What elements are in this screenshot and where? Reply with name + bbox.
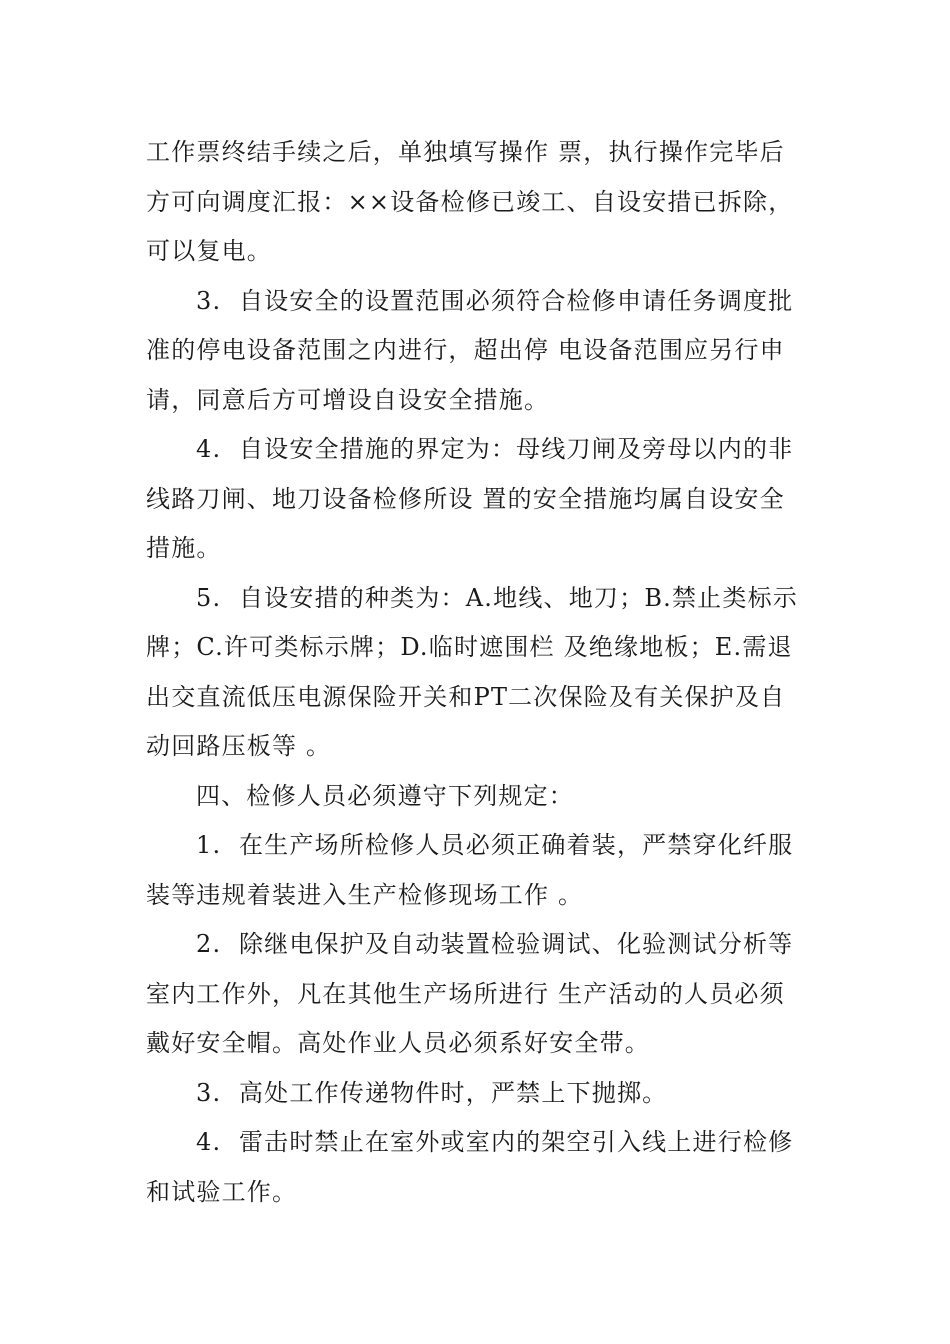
text-line: 请，同意后方可增设自设安全措施。 [146, 386, 550, 414]
section-heading: 四、检修人员必须遵守下列规定： [196, 782, 574, 810]
text-line: 出交直流低压电源保险开关和PT二次保险及有关保护及自 [146, 683, 786, 711]
text-line: 装等违规着装进入生产检修现场工作 。 [146, 881, 584, 909]
text-line: 3. 自设安全的设置范围必须符合检修申请任务调度批 [196, 287, 794, 315]
text-line: 和试验工作。 [146, 1178, 298, 1206]
text-line: 线路刀闸、地刀设备检修所设 置的安全措施均属自设安全 [146, 485, 785, 513]
text-line: 5. 自设安措的种类为：A.地线、地刀；B.禁止类标示 [196, 584, 798, 612]
text-line: 动回路压板等 。 [146, 732, 332, 760]
text-line: 4. 自设安全措施的界定为：母线刀闸及旁母以内的非 [196, 435, 794, 463]
text-line: 4. 雷击时禁止在室外或室内的架空引入线上进行检修 [196, 1128, 794, 1156]
text-line: 戴好安全帽。高处作业人员必须系好安全带。 [146, 1029, 650, 1057]
text-line: 工作票终结手续之后，单独填写操作 票，执行操作完毕后 [146, 138, 785, 166]
text-line: 措施。 [146, 534, 222, 562]
text-line: 可以复电。 [146, 237, 272, 265]
text-line: 牌；C.许可类标示牌；D.临时遮围栏 及绝缘地板；E.需退 [146, 633, 793, 661]
text-line: 方可向调度汇报：××设备检修已竣工、自设安措已拆除， [146, 188, 794, 216]
text-line: 1. 在生产场所检修人员必须正确着装，严禁穿化纤服 [196, 831, 794, 859]
text-line: 准的停电设备范围之内进行，超出停 电设备范围应另行申 [146, 336, 785, 364]
text-line: 3. 高处工作传递物件时，严禁上下抛掷。 [196, 1079, 668, 1107]
text-line: 2. 除继电保护及自动装置检验调试、化验测试分析等 [196, 930, 794, 958]
text-line: 室内工作外，凡在其他生产场所进行 生产活动的人员必须 [146, 980, 785, 1008]
